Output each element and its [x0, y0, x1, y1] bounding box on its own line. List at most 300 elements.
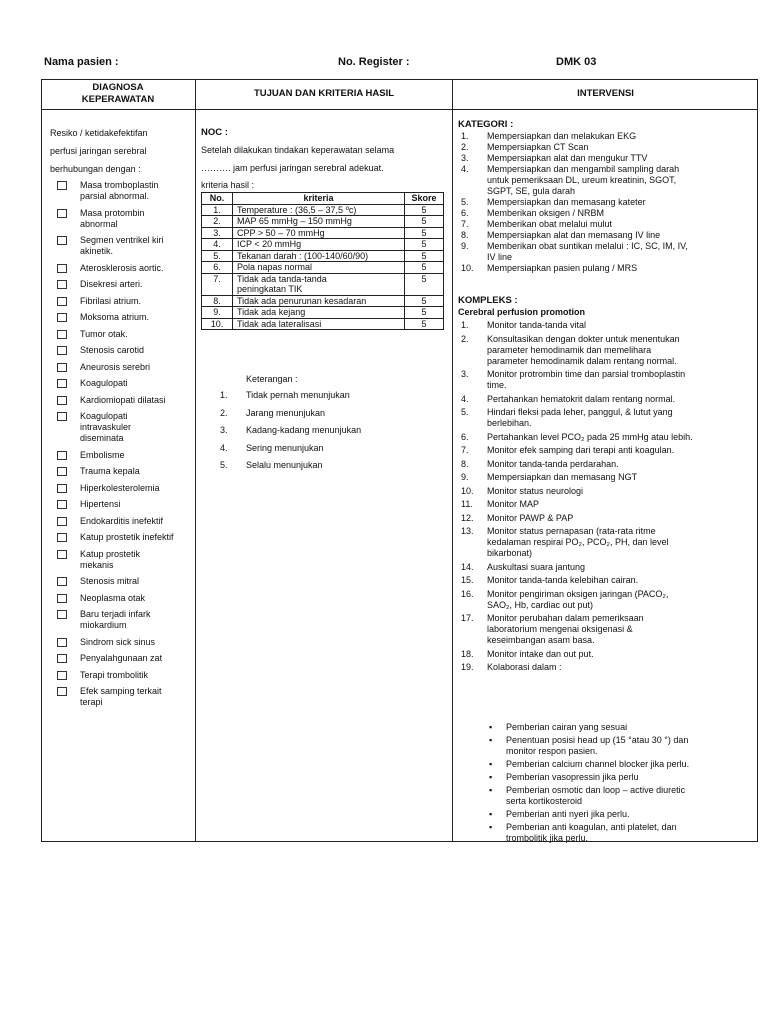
text-line: Tidak ada kejang: [237, 307, 306, 317]
text-line: time.: [487, 380, 507, 390]
text-line: Kolaborasi dalam :: [487, 662, 562, 672]
table-row: [202, 216, 444, 228]
text-line: Temperature : (36,5 – 37,5 ºc): [237, 204, 357, 215]
register-number-label: No. Register :: [338, 56, 410, 68]
kategori-label: KATEGORI :: [458, 119, 514, 130]
kolaborasi-item: [489, 722, 729, 733]
item-number: 2.: [461, 142, 469, 152]
text-line: keseimbangan asam basa.: [487, 635, 595, 645]
text-line: Hipertensi: [80, 499, 121, 509]
table-row: [202, 318, 444, 330]
text-line: terapi: [80, 697, 103, 707]
checkbox[interactable]: [57, 484, 67, 493]
intervention-item: [461, 320, 761, 331]
column-header-intervensi: INTERVENSI: [577, 88, 634, 99]
text-line: Mempersiapkan dan memasang NGT: [487, 472, 638, 482]
text-line: Memberikan oksigen / NRBM: [487, 208, 605, 218]
skore-cell: 5: [405, 216, 444, 228]
kompleks-subtitle: Cerebral perfusion promotion: [458, 307, 586, 317]
diagnosis-option[interactable]: [57, 263, 195, 274]
text-line: Monitor pengiriman oksigen jaringan (PACO₂,: [487, 588, 669, 599]
text-line: Hiperkolesterolemia: [80, 482, 160, 493]
diagnosis-option[interactable]: [57, 609, 195, 631]
kriteria-table: [201, 192, 444, 330]
diagnosis-option-label: [80, 180, 159, 202]
intervention-item: [461, 432, 761, 443]
keterangan-item: [220, 442, 324, 454]
diagnosis-option[interactable]: [57, 483, 195, 494]
diagnosis-option-label: [80, 549, 140, 571]
text-line: Fibrilasi atrium.: [80, 295, 142, 306]
text-line: Moksoma atrium.: [80, 312, 150, 322]
intervention-item: [461, 153, 761, 164]
checkbox[interactable]: [57, 610, 67, 619]
checkbox[interactable]: [57, 297, 67, 306]
table-row: [202, 204, 444, 216]
text-line: bikarbonat): [487, 548, 533, 558]
diagnosis-option-label: [80, 499, 121, 510]
kriteria-label: kriteria hasil :: [201, 180, 255, 190]
diagnosis-option[interactable]: [57, 466, 195, 477]
item-text: [506, 722, 627, 733]
checkbox[interactable]: [57, 500, 67, 509]
item-number: 1.: [461, 131, 469, 141]
checkbox[interactable]: [57, 687, 67, 696]
text-line: Mempersiapkan dan melakukan EKG: [487, 131, 637, 141]
diagnosis-text-line2: perfusi jaringan serebral: [50, 146, 147, 156]
item-number: 5.: [461, 197, 469, 207]
diagnosis-option[interactable]: [57, 279, 195, 290]
diagnosis-option-label: [80, 653, 162, 664]
text-line: Aneurosis serebri: [80, 361, 151, 372]
text-line: Monitor tanda-tanda kelebihan cairan.: [487, 575, 639, 585]
text-line: Segmen ventrikel kiri: [80, 235, 164, 245]
diagnosis-option[interactable]: [57, 516, 195, 527]
text-line: Pola napas normal: [237, 262, 313, 272]
kriteria-cell: [233, 318, 405, 330]
diagnosis-option[interactable]: [57, 180, 195, 202]
item-number: 6.: [461, 208, 469, 218]
checkbox[interactable]: [57, 517, 67, 526]
item-number: 19.: [461, 662, 474, 672]
checkbox[interactable]: [57, 671, 67, 680]
intervention-item: [461, 334, 761, 367]
table-header-cell: kriteria: [233, 193, 405, 205]
item-number: 3.: [220, 425, 228, 435]
table-row: [202, 250, 444, 262]
text-line: akinetik.: [80, 246, 114, 256]
checkbox[interactable]: [57, 533, 67, 542]
text-line: Monitor protrombin time dan parsial tromboplastin: [487, 369, 686, 379]
item-number: 4.: [220, 442, 228, 453]
text-line: Mempersiapkan CT Scan: [487, 142, 589, 152]
diagnosis-option[interactable]: [57, 378, 195, 389]
item-text: [487, 445, 674, 456]
diagnosis-option-label: [80, 670, 148, 681]
item-number: 3.: [461, 369, 469, 379]
item-text: [487, 153, 647, 164]
text-line: Pertahankan hematokrit dalam rentang normal.: [487, 393, 676, 404]
diagnosis-option[interactable]: [57, 576, 195, 587]
item-text: [487, 263, 637, 274]
checkbox[interactable]: [57, 654, 67, 663]
text-line: Monitor PAWP & PAP: [487, 512, 574, 523]
item-text: [487, 499, 539, 510]
column-header-diagnosa-line2: KEPERAWATAN: [81, 94, 155, 105]
text-line: Monitor efek samping dari terapi anti koagulan.: [487, 445, 675, 455]
column-divider: [195, 79, 196, 842]
text-line: Monitor perubahan dalam pemeriksaan: [487, 613, 644, 623]
intervention-item: [461, 526, 761, 559]
intervention-item: [461, 394, 761, 405]
checkbox[interactable]: [57, 363, 67, 372]
intervention-item: [461, 263, 761, 274]
text-line: Memberikan obat melalui mulut: [487, 219, 613, 229]
item-text: [487, 575, 638, 586]
text-line: Mempersiapkan dan mengambil sampling darah: [487, 164, 680, 174]
intervention-item: [461, 369, 761, 391]
intervention-item: [461, 575, 761, 586]
text-line: Pemberian osmotic dan loop – active diuretic: [506, 785, 686, 795]
row-number: 4.: [202, 239, 233, 251]
checkbox[interactable]: [57, 550, 67, 559]
item-number: 7.: [461, 445, 469, 455]
diagnosis-option-label: [80, 609, 151, 631]
text-line: Koagulopati: [80, 411, 128, 421]
text-line: diseminata: [80, 433, 124, 443]
skore-cell: 5: [405, 262, 444, 274]
skore-cell: 5: [405, 204, 444, 216]
item-text: Kadang-kadang menunjukan: [246, 425, 362, 435]
diagnosis-option[interactable]: [57, 362, 195, 373]
column-header-diagnosa-line1: DIAGNOSA: [92, 82, 144, 93]
kolaborasi-item: [489, 785, 729, 807]
text-line: Mempersiapkan dan memasang kateter: [487, 197, 646, 207]
item-number: 5.: [220, 460, 228, 470]
diagnosis-option[interactable]: [57, 329, 195, 340]
diagnosis-option[interactable]: [57, 499, 195, 510]
checkbox[interactable]: [57, 577, 67, 586]
row-number: 10.: [202, 318, 233, 330]
text-line: Pemberian calcium channel blocker jika perlu.: [506, 759, 690, 769]
checkbox[interactable]: [57, 451, 67, 460]
text-line: CPP > 50 – 70 mmHg: [237, 227, 325, 238]
diagnosis-text-line3: berhubungan dengan :: [50, 164, 141, 174]
table-row: [202, 295, 444, 307]
text-line: laboratorium mengenai oksigenasi &: [487, 624, 633, 634]
text-line: trombolitik jika perlu.: [506, 833, 589, 843]
item-number: 7.: [461, 219, 469, 229]
row-number: 9.: [202, 307, 233, 319]
diagnosis-option[interactable]: [57, 411, 195, 444]
row-number: 1.: [202, 204, 233, 216]
item-number: 10.: [461, 263, 474, 273]
bullet-icon: ▪: [489, 785, 493, 795]
checkbox[interactable]: [57, 638, 67, 647]
kolaborasi-item: [489, 772, 729, 783]
table-row: [202, 239, 444, 251]
kriteria-cell: [233, 295, 405, 307]
text-line: Terapi trombolitik: [80, 669, 149, 680]
item-text: [487, 513, 573, 524]
noc-label: NOC :: [201, 127, 228, 138]
item-text: [487, 320, 586, 331]
intervention-item: [461, 230, 761, 241]
checkbox[interactable]: [57, 412, 67, 421]
intervention-item: [461, 197, 761, 208]
text-line: SAO₂, Hb, cardiac out put): [487, 599, 594, 610]
item-number: 3.: [461, 153, 469, 163]
text-line: parameter hemodinamik dan memelihara: [487, 344, 652, 355]
diagnosis-option-label: [80, 208, 145, 230]
text-line: peningkatan TIK: [237, 284, 303, 294]
checkbox[interactable]: [57, 181, 67, 190]
item-text: [506, 735, 688, 757]
table-row: [202, 227, 444, 239]
item-text: [487, 589, 668, 611]
item-number: 15.: [461, 575, 474, 585]
text-line: Koagulopati: [80, 378, 128, 388]
kriteria-cell: [233, 239, 405, 251]
item-text: [487, 230, 660, 241]
text-line: Endokarditis inefektif: [80, 515, 164, 526]
diagnosis-checklist: [57, 180, 195, 714]
text-line: ICP < 20 mmHg: [237, 239, 302, 249]
intervention-item: [461, 513, 761, 524]
item-text: [487, 432, 693, 443]
intervention-item: [461, 445, 761, 456]
text-line: kedalaman respirai PO₂, PCO₂, PH, dan level: [487, 537, 669, 547]
item-number: 13.: [461, 526, 474, 536]
kompleks-list: [461, 320, 761, 676]
diagnosis-option-label: [80, 686, 162, 708]
item-text: [487, 164, 679, 197]
table-row: [202, 262, 444, 274]
item-text: [487, 142, 588, 153]
diagnosis-option[interactable]: [57, 670, 195, 681]
text-line: SGPT, SE, gula darah: [487, 186, 576, 196]
diagnosis-option-label: [80, 296, 141, 307]
item-text: Tidak pernah menunjukan: [246, 390, 350, 400]
intervention-item: [461, 219, 761, 230]
skore-cell: 5: [405, 239, 444, 251]
text-line: Mempersiapkan pasien pulang / MRS: [487, 263, 638, 273]
checkbox[interactable]: [57, 467, 67, 476]
text-line: Pertahankan level PCO₂ pada 25 mmHg atau lebih.: [487, 431, 693, 442]
diagnosis-option-label: [80, 411, 131, 444]
item-text: [506, 822, 677, 844]
text-line: untuk pemeriksaan DL, ureum kreatinin, SGOT,: [487, 175, 677, 185]
text-line: Katup prostetik inefektif: [80, 532, 174, 542]
item-number: 2.: [461, 333, 469, 344]
item-number: 8.: [461, 230, 469, 240]
checkbox[interactable]: [57, 280, 67, 289]
checkbox[interactable]: [57, 594, 67, 603]
text-line: Embolisme: [80, 449, 125, 460]
text-line: berlebihan.: [487, 418, 532, 428]
kriteria-cell: [233, 204, 405, 216]
text-line: Stenosis carotid: [80, 345, 145, 355]
diagnosis-option[interactable]: [57, 450, 195, 461]
checkbox[interactable]: [57, 379, 67, 388]
checkbox[interactable]: [57, 396, 67, 405]
diagnosis-option[interactable]: [57, 312, 195, 323]
noc-text-line1: Setelah dilakukan tindakan keperawatan selama: [201, 145, 395, 155]
text-line: Monitor MAP: [487, 499, 540, 509]
diagnosis-option-label: [80, 576, 139, 587]
text-line: Disekresi arteri.: [80, 279, 143, 289]
diagnosis-option[interactable]: [57, 653, 195, 664]
row-number: 2.: [202, 216, 233, 228]
text-line: parameter hemodinamik dalam rentang normal.: [487, 355, 677, 366]
text-line: abnormal: [80, 218, 118, 229]
checkbox[interactable]: [57, 313, 67, 322]
diagnosis-option[interactable]: [57, 235, 195, 257]
bullet-icon: ▪: [489, 772, 493, 782]
item-text: [487, 562, 585, 573]
text-line: monitor respon pasien.: [506, 746, 598, 756]
text-line: Neoplasma otak: [80, 592, 146, 603]
row-number: 6.: [202, 262, 233, 274]
item-text: [487, 369, 685, 391]
keterangan-label: Keterangan :: [246, 374, 298, 384]
text-line: Mempersiapkan alat dan mengukur TTV: [487, 153, 648, 163]
intervention-item: [461, 459, 761, 470]
intervention-item: [461, 613, 761, 646]
diagnosis-option-label: [80, 532, 174, 543]
text-line: Sindrom sick sinus: [80, 636, 156, 647]
text-line: intravaskuler: [80, 422, 132, 432]
intervention-item: [461, 407, 761, 429]
diagnosis-option-label: [80, 329, 128, 340]
diagnosis-option[interactable]: [57, 296, 195, 307]
item-text: [487, 334, 680, 367]
diagnosis-option-label: [80, 279, 143, 290]
text-line: Auskultasi suara jantung: [487, 561, 586, 572]
item-text: [506, 759, 689, 770]
text-line: Pemberian anti koagulan, anti platelet, dan: [506, 822, 677, 832]
item-text: [506, 785, 685, 807]
kolaborasi-item: [489, 759, 729, 770]
text-line: Tidak ada tanda-tanda: [237, 273, 327, 284]
diagnosis-option-label: [80, 235, 164, 257]
row-number: 8.: [202, 295, 233, 307]
item-number: 5.: [461, 407, 469, 417]
keterangan-item: [220, 424, 361, 436]
diagnosis-option[interactable]: [57, 593, 195, 604]
kriteria-cell: [233, 227, 405, 239]
skore-cell: 5: [405, 295, 444, 307]
intervention-item: [461, 472, 761, 483]
item-text: [487, 662, 562, 673]
diagnosis-text-line1: Resiko / ketidakefektifan: [50, 128, 148, 138]
text-line: Monitor status neurologi: [487, 485, 584, 496]
keterangan-item: [220, 459, 323, 471]
diagnosis-option[interactable]: [57, 395, 195, 406]
bullet-icon: ▪: [489, 722, 493, 732]
kolaborasi-item: [489, 809, 729, 820]
checkbox[interactable]: [57, 330, 67, 339]
text-line: Pemberian anti nyeri jika perlu.: [506, 809, 630, 819]
item-number: 8.: [461, 458, 469, 469]
item-number: 11.: [461, 499, 473, 509]
diagnosis-option-label: [80, 466, 140, 477]
checkbox[interactable]: [57, 346, 67, 355]
kategori-list: [461, 131, 761, 274]
document-code: DMK 03: [556, 56, 597, 68]
row-number: 7.: [202, 273, 233, 295]
item-text: [506, 772, 639, 783]
text-line: Kardiomiopati dilatasi: [80, 394, 166, 405]
checkbox[interactable]: [57, 264, 67, 273]
diagnosis-option-label: [80, 263, 164, 274]
checkbox[interactable]: [57, 209, 67, 218]
intervention-item: [461, 208, 761, 219]
text-line: Penyalahgunaan zat: [80, 653, 163, 663]
keterangan-item: [220, 389, 350, 401]
text-line: Penentuan posisi head up (15 °atau 30 °) dan: [506, 735, 689, 745]
skore-cell: 5: [405, 250, 444, 262]
diagnosis-option-label: [80, 483, 160, 494]
item-number: 16.: [461, 588, 474, 599]
item-number: 1.: [220, 390, 228, 400]
intervention-item: [461, 486, 761, 497]
diagnosis-option[interactable]: [57, 345, 195, 356]
diagnosis-option-label: [80, 395, 166, 406]
keterangan-item: [220, 407, 325, 419]
item-number: 2.: [220, 407, 228, 418]
kriteria-cell: [233, 262, 405, 274]
diagnosis-option-label: [80, 378, 128, 389]
kriteria-cell: [233, 216, 405, 228]
item-text: [487, 649, 594, 660]
text-line: Masa protombin: [80, 207, 145, 218]
kompleks-label: KOMPLEKS :: [458, 295, 518, 306]
text-line: Efek samping terkait: [80, 686, 162, 696]
intervention-item: [461, 662, 761, 673]
intervention-item: [461, 649, 761, 660]
item-text: Selalu menunjukan: [246, 460, 323, 470]
text-line: Hindari fleksi pada leher, panggul, & lutut yang: [487, 407, 673, 417]
text-line: Katup prostetik: [80, 548, 141, 559]
diagnosis-option[interactable]: [57, 637, 195, 648]
item-number: 18.: [461, 648, 474, 659]
text-line: Pemberian vasopressin jika perlu: [506, 772, 639, 782]
bullet-icon: ▪: [489, 759, 493, 769]
item-number: 9.: [461, 472, 469, 482]
table-header-cell: No.: [202, 193, 233, 205]
item-text: [487, 394, 675, 405]
diagnosis-option-label: [80, 362, 150, 373]
item-text: Jarang menunjukan: [246, 407, 326, 418]
text-line: Tidak ada lateralisasi: [237, 318, 322, 329]
item-text: [487, 486, 583, 497]
intervention-item: [461, 164, 761, 197]
diagnosis-option[interactable]: [57, 208, 195, 230]
item-text: [506, 809, 630, 820]
patient-name-label: Nama pasien :: [44, 56, 119, 68]
kriteria-cell: [233, 273, 405, 295]
item-text: [487, 219, 612, 230]
diagnosis-option[interactable]: [57, 549, 195, 571]
skore-cell: 5: [405, 307, 444, 319]
row-number: 5.: [202, 250, 233, 262]
table-row: [202, 307, 444, 319]
diagnosis-option[interactable]: [57, 686, 195, 708]
checkbox[interactable]: [57, 236, 67, 245]
item-number: 12.: [461, 512, 474, 523]
diagnosis-option[interactable]: [57, 532, 195, 543]
